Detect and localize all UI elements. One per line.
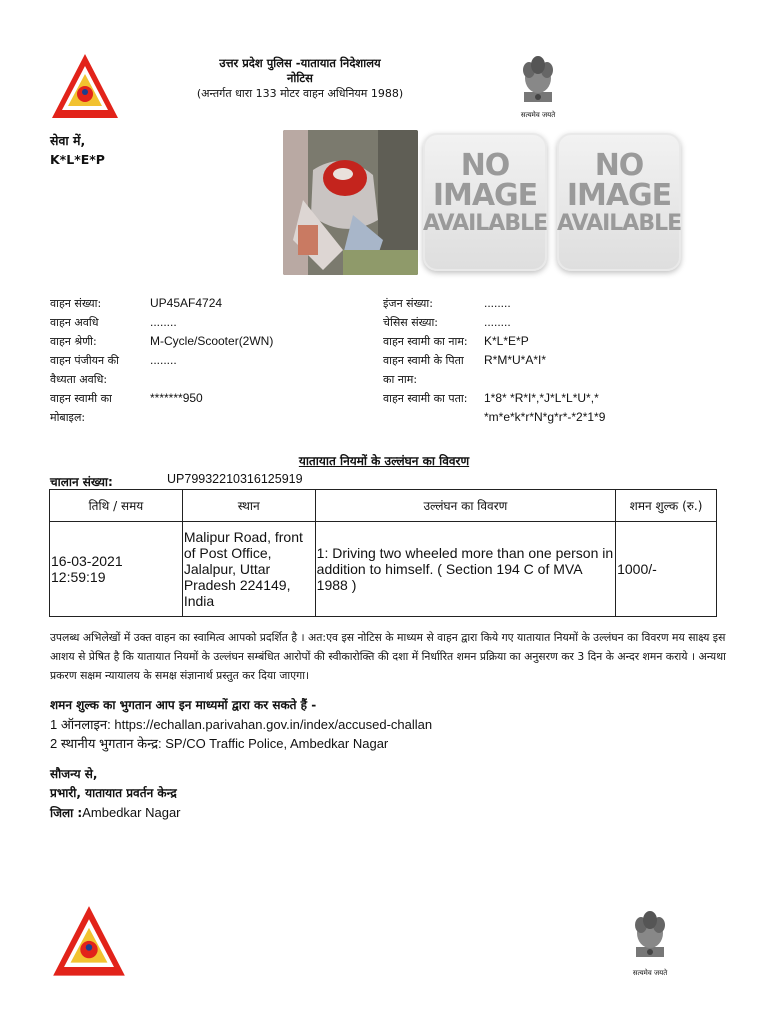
- payment-local-center: 2 स्थानीय भुगतान केन्द्र: SP/CO Traffic Police, Ambedkar Nagar: [50, 736, 389, 751]
- payment-block: [50, 696, 432, 753]
- vehicle-info-right: [383, 294, 733, 427]
- emblem-caption: सत्यमेव जयते: [520, 111, 556, 119]
- column-header-place: स्थान: [182, 490, 315, 522]
- challan-number-value: UP79932210316125919: [167, 472, 303, 486]
- owner-address-label: वाहन स्वामी का पता:: [383, 392, 468, 405]
- district-label: जिला :: [50, 806, 83, 820]
- owner-name-label: वाहन स्वामी का नाम:: [383, 335, 468, 348]
- vehicle-class-value: M-Cycle/Scooter(2WN): [150, 334, 274, 348]
- vehicle-class-label: वाहन श्रेणी:: [50, 335, 97, 348]
- chassis-number-label: चेसिस संख्या:: [383, 316, 439, 329]
- emblem-caption-bottom: सत्यमेव जयते: [632, 969, 668, 977]
- cell-place: Malipur Road, front of Post Office, Jalalpur, Uttar Pradesh 224149, India: [182, 522, 315, 617]
- owner-mobile-value: *******950: [150, 391, 203, 405]
- violation-date: 16-03-2021: [51, 553, 123, 569]
- traffic-directorate-logo: [50, 52, 120, 116]
- violation-section-title: यातायात नियमों के उल्लंघन का विवरण: [298, 454, 470, 468]
- cell-datetime: [50, 522, 183, 617]
- violation-table: [49, 489, 717, 617]
- vehicle-number-value: UP45AF4724: [150, 296, 223, 310]
- chassis-number-value: ........: [484, 315, 511, 329]
- traffic-directorate-logo-bottom: [50, 904, 120, 968]
- vehicle-number-label: वाहन संख्या:: [50, 297, 102, 310]
- notice-paragraph: उपलब्ध अभिलेखों में उक्त वाहन का स्वामित्व आपको प्रदर्शित है । अत:एव इस नोटिस के माध्यम से वाहन द्वारा किये गए यातायात नियमों के उल्लंघन का विवरण मय साक्ष्य इस आशय से प्रेषित है कि यातायात नियमों के उल्लंघन सम्बंधित आरोपों की स्वीकारोक्ति की दशा में निर्धारित शमन प्रक्रिया का अनुसरण कर 3 दिन के अन्दर शमन कराये । अन्यथा प्रकरण सक्षम न्यायालय के समक्ष संज्ञानार्थ प्रस्तुत कर दिया जाएगा।: [50, 631, 726, 682]
- owner-name-value: K*L*E*P: [484, 334, 529, 348]
- cell-fine: 1000/-: [616, 522, 717, 617]
- no-image-line2: IMAGE: [566, 178, 672, 213]
- recipient-block: [50, 131, 105, 169]
- national-emblem-bottom: [622, 900, 678, 978]
- no-image-line3: AVAILABLE: [423, 211, 548, 236]
- footer-block: [50, 765, 181, 823]
- engine-number-value: ........: [484, 296, 511, 310]
- vehicle-period-label: वाहन अवधि: [50, 316, 99, 329]
- notice-header: [150, 56, 450, 101]
- violation-time: 12:59:19: [51, 569, 106, 585]
- owner-address-value-2: *m*e*k*r*N*g*r*-*2*1*9: [484, 410, 606, 424]
- registration-validity-label-2: वैध्यता अवधि:: [50, 373, 108, 386]
- father-name-value: R*M*U*A*I*: [484, 353, 547, 367]
- owner-address-value: 1*8* *R*I*,*J*L*L*U*,*: [484, 391, 599, 405]
- owner-mobile-label: वाहन स्वामी का: [50, 392, 112, 405]
- officer-text: प्रभारी, यातायात प्रवर्तन केन्द्र: [50, 786, 177, 800]
- registration-validity-label: वाहन पंजीयन की: [50, 354, 119, 367]
- salutation: सेवा में,: [50, 133, 86, 148]
- vehicle-period-value: ........: [150, 315, 177, 329]
- challan-number-label: चालान संख्या:: [50, 475, 113, 489]
- column-header-description: उल्लंघन का विवरण: [315, 490, 615, 522]
- recipient-name: K*L*E*P: [50, 152, 105, 167]
- header-line3: (अन्तर्गत धारा 133 मोटर वाहन अधिनियम 1988): [196, 87, 404, 100]
- courtesy-text: सौजन्य से,: [50, 767, 98, 781]
- table-row: [50, 522, 717, 617]
- registration-validity-value: ........: [150, 353, 177, 367]
- no-image-line2: IMAGE: [432, 178, 538, 213]
- vehicle-info-left: [50, 294, 350, 427]
- national-emblem-top: [510, 48, 566, 120]
- table-header-row: [50, 490, 717, 522]
- evidence-photo: [283, 130, 418, 275]
- payment-heading: शमन शुल्क का भुगतान आप इन माध्यमों द्वारा कर सकते हैं -: [50, 698, 317, 712]
- column-header-fine: शमन शुल्क (रु.): [616, 490, 717, 522]
- header-line1: उत्तर प्रदेश पुलिस -यातायात निदेशालय: [219, 56, 381, 70]
- cell-description: 1: Driving two wheeled more than one person in addition to himself. ( Section 194 C of MVA 1988 ): [315, 522, 615, 617]
- column-header-datetime: तिथि / समय: [50, 490, 183, 522]
- payment-online-link[interactable]: 1 ऑनलाइन: https://echallan.parivahan.gov.in/index/accused-challan: [50, 717, 433, 732]
- father-name-label: वाहन स्वामी के पिता: [383, 354, 464, 367]
- owner-mobile-label-2: मोबाइल:: [50, 411, 86, 424]
- engine-number-label: इंजन संख्या:: [383, 297, 433, 310]
- no-image-line1: NO: [594, 148, 644, 183]
- no-image-placeholder-2: [557, 133, 681, 271]
- no-image-line3: AVAILABLE: [557, 211, 682, 236]
- father-name-label-2: का नाम:: [383, 373, 418, 386]
- district-value: Ambedkar Nagar: [82, 805, 181, 820]
- header-line2: नोटिस: [287, 71, 313, 85]
- no-image-placeholder-1: [423, 133, 547, 271]
- no-image-line1: NO: [460, 148, 510, 183]
